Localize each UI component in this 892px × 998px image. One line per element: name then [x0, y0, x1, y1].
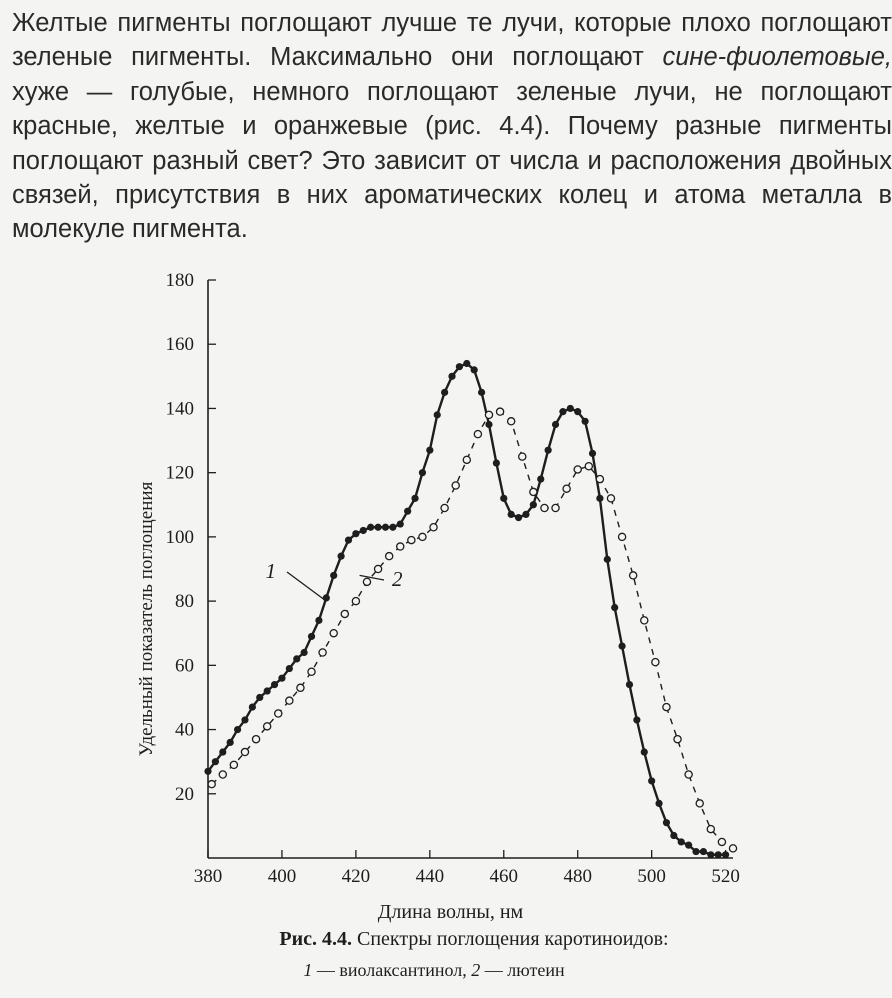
series-1-point: [522, 511, 529, 518]
series-1-point: [337, 553, 344, 560]
x-tick-label: 380: [193, 866, 223, 887]
series-1-point: [404, 508, 411, 515]
series-1-point: [567, 405, 574, 412]
series-2-point: [685, 771, 692, 778]
series-2-point: [441, 504, 448, 511]
series-2-point: [397, 543, 404, 550]
series-1-point: [456, 363, 463, 370]
series-1-point: [537, 475, 544, 482]
series-1-point: [722, 851, 729, 858]
series-1-point: [463, 360, 470, 367]
series-2-point: [241, 748, 248, 755]
series-1-point: [374, 524, 381, 531]
series-2-line: [212, 412, 733, 849]
y-tick-label: 120: [165, 462, 194, 484]
series-2-point: [585, 463, 592, 470]
series-1-point: [485, 421, 492, 428]
series-2-point: [208, 781, 215, 788]
series-1-point: [264, 687, 271, 694]
series-1-point: [670, 832, 677, 839]
series-1-point: [530, 501, 537, 508]
series-2-point: [386, 553, 393, 560]
figure-label: Рис. 4.4.: [279, 928, 352, 950]
legend-text-1: — виолаксантинол,: [312, 960, 472, 980]
series-1-point: [219, 748, 226, 755]
series-1-point: [382, 524, 389, 531]
series-1-point: [582, 418, 589, 425]
series-2-point: [264, 723, 271, 730]
series-2-point: [374, 565, 381, 572]
series-1-point: [426, 447, 433, 454]
series-2-point: [674, 736, 681, 743]
body-text-part2: хуже — голубые, немного поглощают зеленые лучи, не поглощают красные, желтые и оранжевые (рис. 4.4). Почему разные пигменты поглощают разный свет? Это зависит от числа и расположения двойных связей, присутствия в них ароматических колец и атома металла в молекуле пигмента.: [12, 77, 892, 244]
absorption-spectra-chart: [0, 260, 892, 928]
series-2-point: [352, 598, 359, 605]
body-text-part1: Желтые пигменты поглощают лучше те лучи, которые плохо поглощают зеленые пигменты. Максимально они поглощают: [12, 9, 892, 72]
x-tick-label: 460: [489, 866, 519, 887]
series-2-point: [308, 668, 315, 675]
series-2-point: [508, 418, 515, 425]
series-1-point: [241, 716, 248, 723]
series-1-point: [707, 851, 714, 858]
series-1-point: [589, 450, 596, 457]
y-tick-label: 180: [165, 270, 194, 291]
series-2-point: [541, 504, 548, 511]
series-2-point: [652, 659, 659, 666]
x-tick-label: 400: [267, 866, 297, 887]
body-text-italic: сине-фиолетовые,: [662, 43, 892, 72]
y-tick-label: 40: [175, 719, 194, 741]
series-1-point: [360, 527, 367, 534]
series-2-point: [618, 533, 625, 540]
series-1-point: [493, 459, 500, 466]
series-1-point: [663, 819, 670, 826]
series-2-label: 2: [392, 567, 403, 591]
x-tick-label: 500: [637, 866, 666, 887]
series-1-point: [367, 524, 374, 531]
series-2-point: [607, 495, 614, 502]
series-1-point: [352, 530, 359, 537]
series-2-point: [485, 411, 492, 418]
x-axis-label: Длина волны, нм: [377, 901, 524, 923]
legend-text-2: — лютеин: [480, 960, 565, 980]
series-1-point: [227, 739, 234, 746]
series-2-point: [297, 684, 304, 691]
series-2-point: [496, 408, 503, 415]
figure-legend: [0, 960, 880, 981]
series-1-point: [434, 411, 441, 418]
series-1-point: [330, 572, 337, 579]
series-1-point: [700, 848, 707, 855]
series-1-point: [678, 838, 685, 845]
series-2-point: [319, 649, 326, 656]
x-tick-label: 480: [563, 866, 592, 887]
series-1-point: [286, 665, 293, 672]
legend-number-2: 2: [471, 960, 481, 980]
series-1-point: [692, 848, 699, 855]
series-1-point: [278, 675, 285, 682]
series-1-point: [611, 604, 618, 611]
chart-labels: [136, 481, 524, 923]
series-1-point: [500, 495, 507, 502]
series-1-point: [626, 681, 633, 688]
series-2-point: [330, 630, 337, 637]
series-1-point: [596, 495, 603, 502]
figure-title: Спектры поглощения каротиноидов:: [357, 928, 669, 950]
y-tick-label: 140: [165, 398, 194, 420]
series-2-point: [419, 533, 426, 540]
x-tick-label: 520: [711, 866, 740, 887]
series-1-point: [397, 520, 404, 527]
legend-number-1: 1: [303, 960, 313, 980]
series-1-point: [604, 556, 611, 563]
series-1-point: [212, 758, 219, 765]
series-1-point: [411, 495, 418, 502]
series-1-point: [271, 681, 278, 688]
series-1-point: [685, 842, 692, 849]
series-1-point: [441, 389, 448, 396]
x-tick-label: 420: [341, 866, 371, 887]
series-1-point: [204, 768, 211, 775]
series-1-point: [345, 537, 352, 544]
series-1-point: [633, 716, 640, 723]
series-1-point: [419, 469, 426, 476]
series-1-point: [256, 694, 263, 701]
series-1-point: [641, 748, 648, 755]
series-2-point: [563, 485, 570, 492]
series-1-point: [515, 514, 522, 521]
series-1-point: [249, 703, 256, 710]
series-2-point: [286, 697, 293, 704]
series-1-point: [559, 408, 566, 415]
y-tick-label: 60: [175, 655, 194, 677]
series-2-point: [252, 736, 259, 743]
y-tick-label: 20: [175, 783, 194, 805]
series-1-point: [545, 447, 552, 454]
figure-caption: [28, 928, 892, 951]
series-2-point: [474, 431, 481, 438]
series-2-point: [630, 572, 637, 579]
series-1-point: [471, 366, 478, 373]
series-2-point: [574, 466, 581, 473]
series-2-point: [275, 710, 282, 717]
series-1-point: [574, 408, 581, 415]
series-1-point: [308, 633, 315, 640]
series-2-point: [729, 845, 736, 852]
y-tick-label: 80: [175, 591, 194, 613]
series-2-point: [219, 771, 226, 778]
series-2-point: [452, 482, 459, 489]
series-1-point: [234, 726, 241, 733]
body-paragraph: [12, 6, 892, 247]
series-1-point: [315, 617, 322, 624]
series-1-point: [508, 511, 515, 518]
series-1-point: [448, 373, 455, 380]
series-1-point: [301, 649, 308, 656]
series-2-point: [596, 475, 603, 482]
y-axis-label: Удельный показатель поглощения: [136, 481, 157, 757]
series-1-point: [618, 642, 625, 649]
series-2-point: [408, 537, 415, 544]
series-1-point: [648, 777, 655, 784]
series-2-point: [552, 504, 559, 511]
x-tick-label: 440: [415, 866, 445, 887]
series-2-point: [641, 617, 648, 624]
series-1-point: [715, 851, 722, 858]
series-2-point: [707, 826, 714, 833]
series-1-point: [552, 421, 559, 428]
series-1-label: 1: [265, 559, 276, 583]
series-1-line: [208, 363, 726, 854]
series-2-point: [530, 488, 537, 495]
series-1-point: [478, 389, 485, 396]
series-2-point: [363, 578, 370, 585]
series-2-point: [430, 524, 437, 531]
series-2-point: [230, 761, 237, 768]
series-2-point: [341, 610, 348, 617]
series-1-point: [293, 655, 300, 662]
series-1-point: [389, 524, 396, 531]
series-2-point: [463, 456, 470, 463]
series-2-point: [663, 703, 670, 710]
series-2-point: [519, 453, 526, 460]
chart-ticks: [166, 270, 740, 887]
series-1-point: [655, 800, 662, 807]
series-2-point: [718, 838, 725, 845]
y-tick-label: 160: [165, 334, 194, 356]
y-tick-label: 100: [165, 526, 194, 548]
series-2-point: [696, 800, 703, 807]
chart-markers: [204, 360, 736, 859]
series-1-leader: [287, 572, 326, 601]
